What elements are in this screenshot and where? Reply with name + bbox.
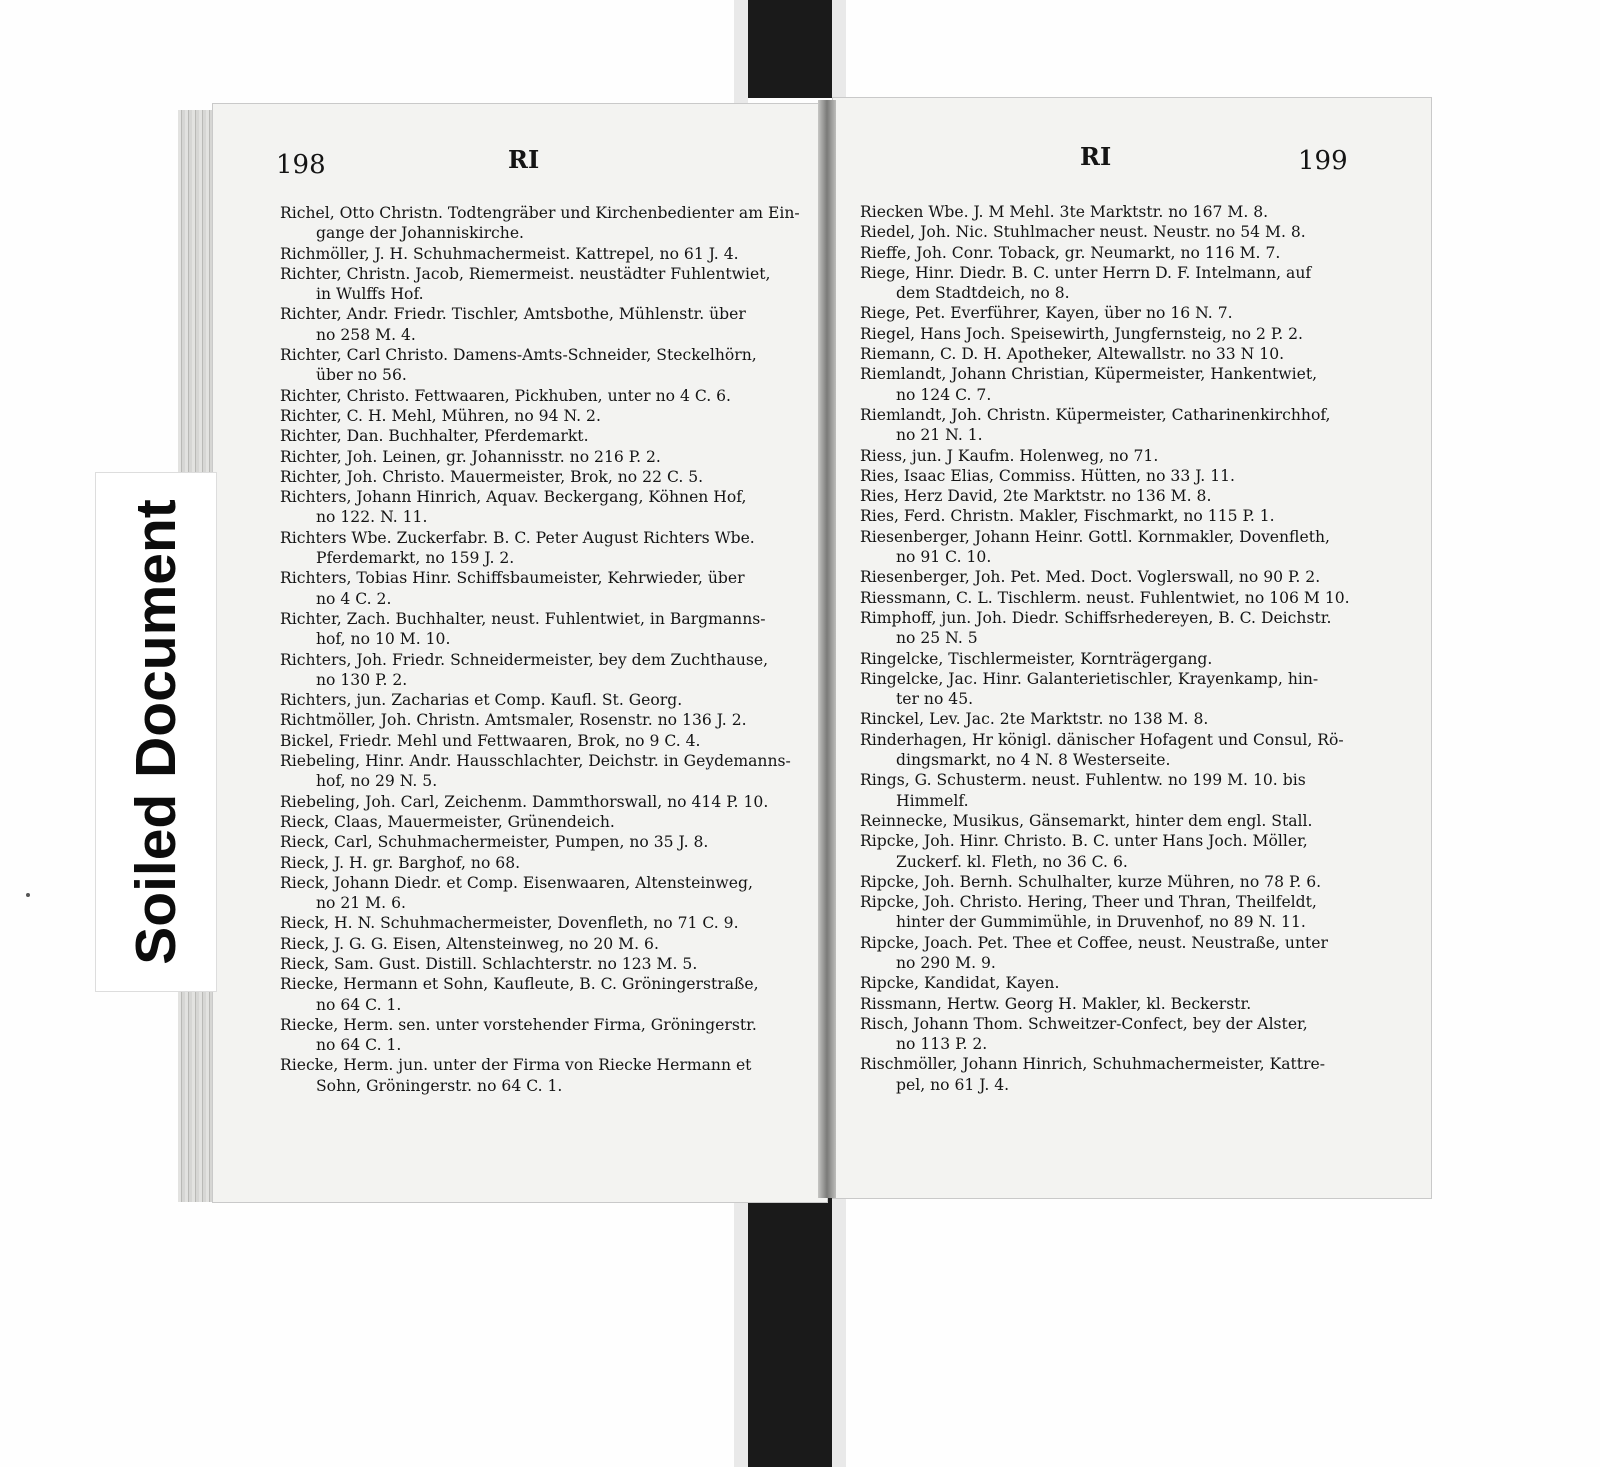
entry-text: Risch, Johann Thom. Schweitzer-Confect, bey der Alster,: [860, 1014, 1308, 1033]
entry-continuation: Zuckerf. kl. Fleth, no 36 C. 6.: [896, 852, 1128, 871]
entry-text: Richter, Dan. Buchhalter, Pferdemarkt.: [280, 427, 589, 446]
entry-text: Richter, Carl Christo. Damens-Amts-Schneider, Steckelhörn,: [280, 346, 757, 365]
entry-text: Ringelcke, Jac. Hinr. Galanterietischler, Krayenkamp, hin-: [860, 669, 1319, 688]
entry-text: Richters, Tobias Hinr. Schiffsbaumeister, Kehrwieder, über: [280, 569, 745, 588]
directory-entry: [860, 1014, 1380, 1055]
directory-entry: [860, 344, 1380, 364]
entry-text: Rischmöller, Johann Hinrich, Schuhmachermeister, Kattre-: [860, 1055, 1325, 1074]
entry-text: Bickel, Friedr. Mehl und Fettwaaren, Brok, no 9 C. 4.: [280, 731, 701, 750]
entry-text: Richters, jun. Zacharias et Comp. Kaufl. St. Georg.: [280, 691, 683, 710]
entry-text: Richmöller, J. H. Schuhmachermeist. Kattrepel, no 61 J. 4.: [280, 244, 739, 263]
binding-tape-top: [748, 0, 832, 98]
right-running-head: RI: [1080, 142, 1112, 171]
directory-entry: [860, 222, 1380, 242]
entry-text: Richter, Zach. Buchhalter, neust. Fuhlentwiet, in Bargmanns-: [280, 609, 766, 628]
entry-text: Richter, Joh. Leinen, gr. Johannisstr. no 216 P. 2.: [280, 447, 661, 466]
directory-entry: [860, 446, 1380, 466]
entry-continuation: hof, no 10 M. 10.: [316, 630, 451, 649]
directory-entry: [860, 486, 1380, 506]
entry-text: Rissmann, Hertw. Georg H. Makler, kl. Beckerstr.: [860, 994, 1252, 1013]
entry-text: Ringelcke, Tischlermeister, Kornträgergang.: [860, 649, 1213, 668]
entry-continuation: pel, no 61 J. 4.: [896, 1075, 1010, 1094]
directory-entry: [860, 649, 1380, 669]
directory-entry: [280, 853, 800, 873]
entry-continuation: no 290 M. 9.: [896, 953, 996, 972]
directory-entry: [860, 730, 1380, 771]
directory-entry: [860, 527, 1380, 568]
entry-text: Riemann, C. D. H. Apotheker, Altewallstr. no 33 N 10.: [860, 345, 1285, 364]
entry-continuation: dingsmarkt, no 4 N. 8 Westerseite.: [896, 751, 1171, 770]
directory-entry: [280, 650, 800, 691]
directory-entry: [280, 1055, 800, 1096]
entry-text: Riecke, Hermann et Sohn, Kaufleute, B. C. Gröningerstraße,: [280, 975, 759, 994]
directory-entry: [280, 244, 800, 264]
directory-entry: [280, 731, 800, 751]
entry-text: Rieck, H. N. Schuhmachermeister, Dovenfleth, no 71 C. 9.: [280, 914, 739, 933]
entry-text: Riebeling, Joh. Carl, Zeichenm. Dammthorswall, no 414 P. 10.: [280, 792, 769, 811]
entry-text: Ripcke, Joach. Pet. Thee et Coffee, neust. Neustraße, unter: [860, 933, 1328, 952]
entry-text: Richter, C. H. Mehl, Mühren, no 94 N. 2.: [280, 406, 601, 425]
entry-text: Riemlandt, Joh. Christn. Küpermeister, Catharinenkirchhof,: [860, 405, 1331, 424]
entry-text: Richter, Joh. Christo. Mauermeister, Brok, no 22 C. 5.: [280, 467, 704, 486]
entry-continuation: in Wulffs Hof.: [316, 285, 424, 304]
directory-entry: [860, 872, 1380, 892]
directory-entry: [280, 954, 800, 974]
directory-entry: [860, 202, 1380, 222]
entry-text: Riesenberger, Johann Heinr. Gottl. Kornmakler, Dovenfleth,: [860, 527, 1330, 546]
directory-entry: [280, 690, 800, 710]
entry-continuation: Himmelf.: [896, 791, 969, 810]
directory-entry: [860, 466, 1380, 486]
directory-entry: [280, 812, 800, 832]
directory-entry: [280, 832, 800, 852]
directory-entry: [280, 487, 800, 528]
entry-continuation: no 91 C. 10.: [896, 548, 992, 567]
entry-continuation: über no 56.: [316, 366, 407, 385]
entry-text: Ries, Isaac Elias, Commiss. Hütten, no 33 J. 11.: [860, 466, 1235, 485]
directory-entry: [860, 243, 1380, 263]
entry-continuation: Pferdemarkt, no 159 J. 2.: [316, 549, 515, 568]
entry-continuation: gange der Johanniskirche.: [316, 224, 525, 243]
binding-tape-bottom: [748, 1198, 832, 1467]
directory-entry: [860, 831, 1380, 872]
entry-text: Richel, Otto Christn. Todtengräber und Kirchenbedienter am Ein-: [280, 204, 800, 222]
entry-text: Richters, Joh. Friedr. Schneidermeister, bey dem Zuchthause,: [280, 650, 769, 669]
entry-text: Ripcke, Kandidat, Kayen.: [860, 974, 1060, 993]
entry-text: Riebeling, Hinr. Andr. Hausschlachter, Deichstr. in Geydemanns-: [280, 752, 791, 771]
directory-entry: [860, 770, 1380, 811]
directory-entry: [860, 405, 1380, 446]
left-directory-column: [280, 203, 800, 1096]
entry-text: Riecke, Herm. sen. unter vorstehender Firma, Gröningerstr.: [280, 1015, 757, 1034]
directory-entry: [280, 264, 800, 305]
soiled-document-text: Soiled Document: [124, 499, 188, 965]
directory-entry: [280, 426, 800, 446]
directory-entry: [860, 567, 1380, 587]
directory-entry: [860, 608, 1380, 649]
directory-entry: [280, 345, 800, 386]
directory-entry: [860, 263, 1380, 304]
entry-text: Rieck, Claas, Mauermeister, Grünendeich.: [280, 812, 615, 831]
directory-entry: [860, 364, 1380, 405]
entry-text: Richter, Christn. Jacob, Riemermeist. neustädter Fuhlentwiet,: [280, 264, 771, 283]
directory-entry: [860, 994, 1380, 1014]
directory-entry: [860, 324, 1380, 344]
directory-entry: [860, 303, 1380, 323]
entry-continuation: no 113 P. 2.: [896, 1035, 988, 1054]
left-page-number: 198: [276, 150, 326, 180]
left-running-head: RI: [508, 145, 540, 174]
entry-continuation: no 64 C. 1.: [316, 1036, 402, 1055]
directory-entry: [280, 386, 800, 406]
entry-text: Rinckel, Lev. Jac. 2te Marktstr. no 138 M. 8.: [860, 710, 1209, 729]
entry-text: Rinderhagen, Hr königl. dänischer Hofagent und Consul, Rö-: [860, 730, 1344, 749]
entry-text: Riege, Hinr. Diedr. B. C. unter Herrn D. F. Intelmann, auf: [860, 263, 1312, 282]
entry-text: Richter, Christo. Fettwaaren, Pickhuben, unter no 4 C. 6.: [280, 386, 732, 405]
entry-text: Riesenberger, Joh. Pet. Med. Doct. Voglerswall, no 90 P. 2.: [860, 568, 1321, 587]
entry-text: Riessmann, C. L. Tischlerm. neust. Fuhlentwiet, no 106 M 10.: [860, 588, 1350, 607]
entry-text: Riegel, Hans Joch. Speisewirth, Jungfernsteig, no 2 P. 2.: [860, 324, 1304, 343]
directory-entry: [280, 447, 800, 467]
directory-entry: [280, 751, 800, 792]
entry-text: Ripcke, Joh. Christo. Hering, Theer und Thran, Theilfeldt,: [860, 893, 1317, 912]
entry-continuation: no 258 M. 4.: [316, 325, 416, 344]
entry-text: Rings, G. Schusterm. neust. Fuhlentw. no 199 M. 10. bis: [860, 771, 1306, 790]
entry-text: Ripcke, Joh. Hinr. Christo. B. C. unter Hans Joch. Möller,: [860, 832, 1308, 851]
entry-text: Ries, Ferd. Christn. Makler, Fischmarkt, no 115 P. 1.: [860, 507, 1275, 526]
entry-continuation: no 130 P. 2.: [316, 670, 408, 689]
directory-entry: [280, 913, 800, 933]
directory-entry: [860, 506, 1380, 526]
directory-entry: [860, 811, 1380, 831]
directory-entry: [860, 973, 1380, 993]
entry-text: Riege, Pet. Everführer, Kayen, über no 16 N. 7.: [860, 304, 1233, 323]
right-page-number: 199: [1298, 146, 1348, 176]
entry-text: Rieck, J. G. G. Eisen, Altensteinweg, no 20 M. 6.: [280, 934, 659, 953]
entry-continuation: no 21 N. 1.: [896, 426, 983, 445]
directory-entry: [860, 588, 1380, 608]
book-spine: [818, 100, 836, 1198]
directory-entry: [280, 304, 800, 345]
directory-entry: [280, 203, 800, 244]
directory-entry: [860, 1054, 1380, 1095]
entry-continuation: no 21 M. 6.: [316, 894, 406, 913]
directory-entry: [280, 1015, 800, 1056]
entry-text: Rieck, Johann Diedr. et Comp. Eisenwaaren, Altensteinweg,: [280, 873, 753, 892]
entry-continuation: dem Stadtdeich, no 8.: [896, 284, 1070, 303]
entry-continuation: no 64 C. 1.: [316, 995, 402, 1014]
entry-continuation: no 25 N. 5: [896, 629, 978, 648]
entry-continuation: Sohn, Gröningerstr. no 64 C. 1.: [316, 1076, 563, 1095]
entry-continuation: hof, no 29 N. 5.: [316, 772, 438, 791]
entry-text: Rieck, Carl, Schuhmachermeister, Pumpen, no 35 J. 8.: [280, 833, 709, 852]
directory-entry: [280, 528, 800, 569]
entry-text: Riecke, Herm. jun. unter der Firma von Riecke Hermann et: [280, 1056, 752, 1075]
entry-continuation: no 122. N. 11.: [316, 508, 428, 527]
entry-continuation: no 124 C. 7.: [896, 385, 992, 404]
entry-continuation: no 4 C. 2.: [316, 589, 392, 608]
entry-text: Rimphoff, jun. Joh. Diedr. Schiffsrhedereyen, B. C. Deichstr.: [860, 608, 1332, 627]
directory-entry: [860, 892, 1380, 933]
entry-text: Richters, Johann Hinrich, Aquav. Beckergang, Köhnen Hof,: [280, 488, 747, 507]
directory-entry: [860, 709, 1380, 729]
entry-text: Richter, Andr. Friedr. Tischler, Amtsbothe, Mühlenstr. über: [280, 305, 746, 324]
directory-entry: [280, 568, 800, 609]
directory-entry: [280, 710, 800, 730]
entry-text: Rieffe, Joh. Conr. Toback, gr. Neumarkt, no 116 M. 7.: [860, 243, 1281, 262]
entry-text: Rieck, J. H. gr. Barghof, no 68.: [280, 853, 521, 872]
entry-text: Riemlandt, Johann Christian, Küpermeister, Hankentwiet,: [860, 365, 1318, 384]
entry-continuation: hinter der Gummimühle, in Druvenhof, no 89 N. 11.: [896, 913, 1306, 932]
entry-text: Riess, jun. J Kaufm. Holenweg, no 71.: [860, 446, 1159, 465]
directory-entry: [280, 609, 800, 650]
right-directory-column: [860, 202, 1380, 1095]
directory-entry: [280, 406, 800, 426]
entry-text: Rieck, Sam. Gust. Distill. Schlachterstr. no 123 M. 5.: [280, 954, 698, 973]
soiled-document-label: [96, 473, 216, 991]
entry-text: Ries, Herz David, 2te Marktstr. no 136 M. 8.: [860, 487, 1212, 506]
entry-continuation: ter no 45.: [896, 690, 974, 709]
directory-entry: [860, 669, 1380, 710]
directory-entry: [280, 873, 800, 914]
directory-entry: [280, 467, 800, 487]
entry-text: Riecken Wbe. J. M Mehl. 3te Marktstr. no 167 M. 8.: [860, 203, 1269, 221]
entry-text: Reinnecke, Musikus, Gänsemarkt, hinter dem engl. Stall.: [860, 811, 1313, 830]
entry-text: Riedel, Joh. Nic. Stuhlmacher neust. Neustr. no 54 M. 8.: [860, 223, 1306, 242]
directory-entry: [280, 792, 800, 812]
dust-speck: [26, 893, 30, 897]
entry-text: Richters Wbe. Zuckerfabr. B. C. Peter August Richters Wbe.: [280, 528, 755, 547]
directory-entry: [280, 974, 800, 1015]
entry-text: Richtmöller, Joh. Christn. Amtsmaler, Rosenstr. no 136 J. 2.: [280, 711, 747, 730]
entry-text: Ripcke, Joh. Bernh. Schulhalter, kurze Mühren, no 78 P. 6.: [860, 872, 1322, 891]
directory-entry: [860, 933, 1380, 974]
directory-entry: [280, 934, 800, 954]
